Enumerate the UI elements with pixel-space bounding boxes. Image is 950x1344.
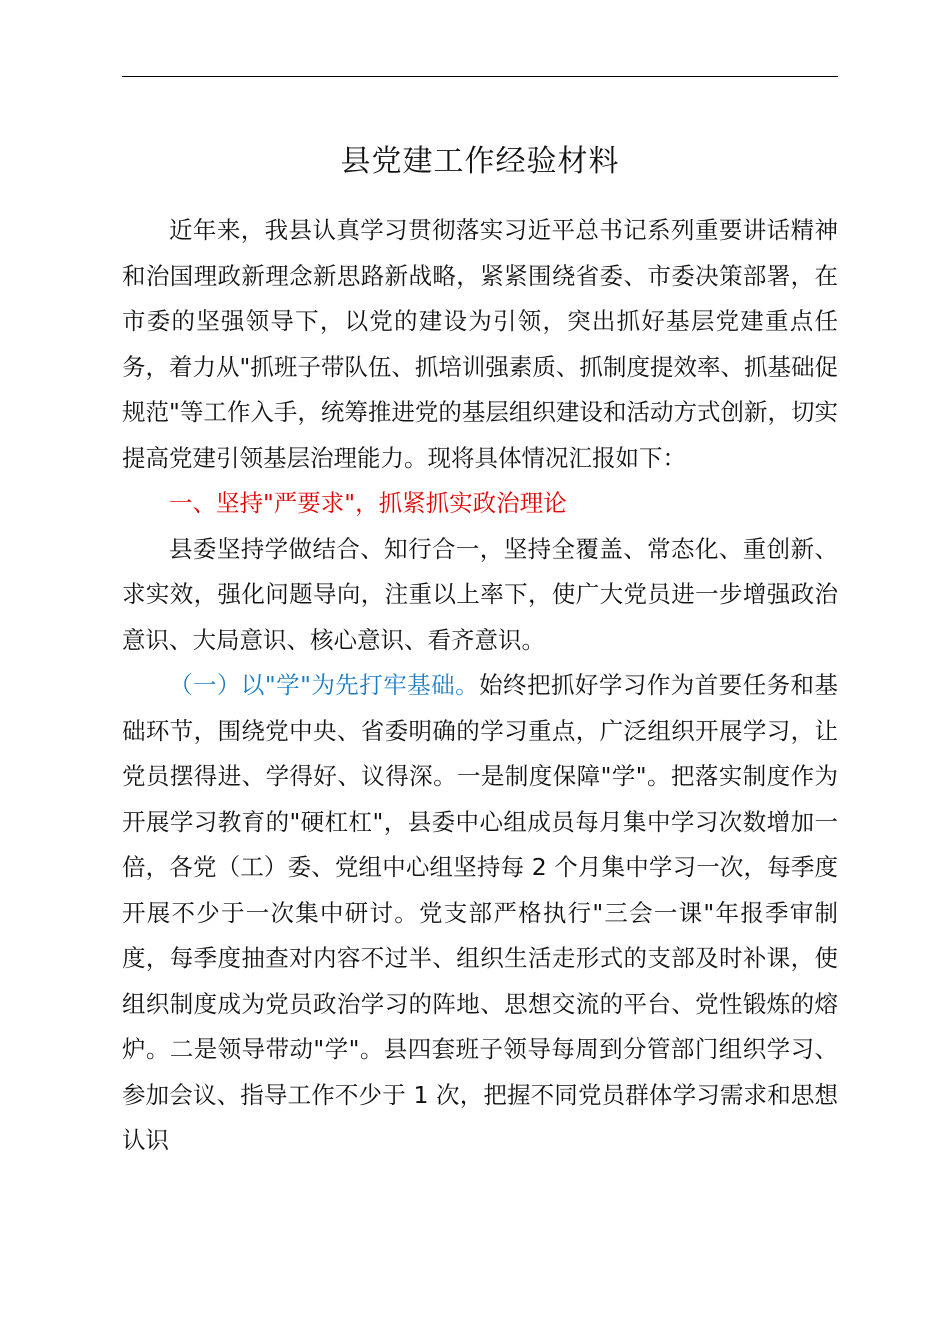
subsection-1-paragraph [122,663,838,1164]
intro-paragraph: 近年来，我县认真学习贯彻落实习近平总书记系列重要讲话精神和治国理政新理念新思路新战略，紧紧围绕省委、市委决策部署，在市委的坚强领导下，以党的建设为引领，突出抓好基层党建重点任务，着力从"抓班子带队伍、抓培训强素质、抓制度提效率、抓基础促规范"等工作入手，统筹推进党的基层组织建设和活动方式创新，切实提高党建引领基层治理能力。现将具体情况汇报如下： [122,216,838,472]
header-rule [122,76,838,77]
document-title: 县党建工作经验材料 [340,144,620,179]
subsection-1-body: 始终把抓好学习作为首要任务和基础环节，围绕党中央、省委明确的学习重点，广泛组织开展学习，让党员摆得进、学得好、议得深。一是制度保障"学"。把落实制度作为开展学习教育的"硬杠杠"，县委中心组成员每月集中学习次数增加一倍，各党（工）委、党组中心组坚持每 2 个月集中学习一次，每季度开展不少于一次集中研讨。党支部严格执行"三会一课"年报季审制度，每季度抽查对内容不过半、组织生活走形式的支部及时补课，使组织制度成为党员政治学习的阵地、思想交流的平台、党性锻炼的熔炉。二是领导带动"学"。县四套班子领导每周到分管部门组织学习、参加会议、指导工作不少于 1 次，把握不同党员群体学习需求和思想认识 [122,671,838,1154]
subsection-heading-1: （一）以"学"为先打牢基础。 [169,671,480,699]
section-1-paragraph: 县委坚持学做结合、知行合一，坚持全覆盖、常态化、重创新、求实效，强化问题导向，注重以上率下，使广大党员进一步增强政治意识、大局意识、核心意识、看齐意识。 [122,534,838,654]
document-body [122,208,838,1164]
section-heading-1: 一、坚持"严要求"，抓紧抓实政治理论 [169,489,567,517]
